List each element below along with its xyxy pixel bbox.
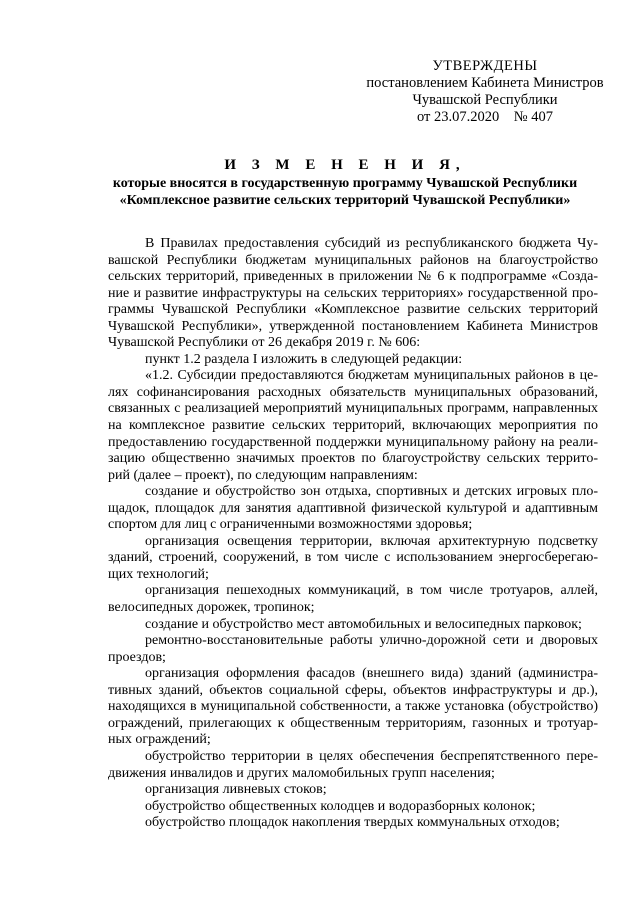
approval-authority: постановлением Кабинета Министров [366,75,604,91]
body-line: ных ограждений; [108,732,211,748]
body-line: на комплексное развитие сельских территорий, включающих мероприятия по [108,418,598,434]
approval-stamp [350,58,620,126]
body-line: тивных зданий, объектов социальной сферы, объектов инфраструктуры и др.), [108,682,598,698]
heading-title: И З М Е Н Е Н И Я, [224,157,466,173]
approval-title: УТВЕРЖДЕНЫ [432,58,538,74]
body-line: движения инвалидов и других маломобильных групп населения; [108,765,495,781]
body-line: В Правилах предоставления субсидий из республиканского бюджета Чу- [145,236,598,251]
heading-subtitle-line-2: «Комплексное развитие сельских территорий Чувашской Республики» [119,193,571,208]
body-line: вашской Республики бюджетам муниципальных районов на благоустройство [108,252,598,268]
body-line: связанных с реализацией мероприятий муниципальных программ, направленных [108,401,598,417]
body-line: обустройство общественных колодцев и водоразборных колонок; [145,798,536,814]
body-line: обустройство площадок накопления твердых коммунальных отходов; [145,815,560,831]
body-line: зацию общественно значимых проектов по благоустройству сельских террито- [108,451,598,467]
approval-date-number: от 23.07.2020 № 407 [417,109,553,125]
body-line: пункт 1.2 раздела I изложить в следующей редакции: [145,351,463,367]
body-line: обустройство территории в целях обеспечения беспрепятственного пере- [145,748,598,764]
body-line: создание и обустройство зон отдыха, спортивных и детских игровых пло- [145,484,598,500]
body-line: зданий, строений, сооружений, в том числе с использованием энергосберегаю- [108,550,598,566]
body-line: спортом для лиц с ограниченными возможностями здоровья; [108,517,473,533]
body-line: находящихся в муниципальной собственности, а также установка (обустройство) [108,699,598,715]
body-line: Чувашской Республики от 26 декабря 2019 г. № 606: [108,335,421,351]
body-line: организация ливневых стоков; [145,782,327,798]
document-heading [60,156,630,209]
document-body [108,236,598,832]
body-line: граммы Чувашской Республики «Комплексное развитие сельских территорий [108,302,598,318]
heading-subtitle-line-1: которые вносятся в государственную программу Чувашской Республики [112,176,578,191]
body-line: Чувашской Республики», утвержденной постановлением Кабинета Министров [108,318,598,334]
approval-region: Чувашской Республики [412,92,558,108]
body-line: щадок, площадок для занятия адаптивной физической культурой и адаптивным [108,500,598,516]
body-line: рий (далее – проект), по следующим направлениям: [108,467,418,483]
body-line: «1.2. Субсидии предоставляются бюджетам муниципальных районов в це- [145,368,598,384]
body-line: сельских территорий, приведенных в приложении № 6 к подпрограмме «Созда- [108,269,598,285]
body-line: велосипедных дорожек, тропинок; [108,600,315,616]
body-line: лях софинансирования расходных обязательств муниципальных образований, [108,384,598,400]
body-line: щих технологий; [108,566,209,582]
body-line: организация оформления фасадов (внешнего вида) зданий (администра- [145,666,598,682]
body-line: ограждений, прилегающих к общественным территориям, газонных и тротуар- [108,715,598,731]
body-line: создание и обустройство мест автомобильных и велосипедных парковок; [145,616,582,632]
body-line: ние и развитие инфраструктуры на сельских территориях» государственной про- [108,285,598,301]
body-line: проездов; [108,649,166,665]
body-line: организация пешеходных коммуникаций, в том числе тротуаров, аллей, [145,583,598,599]
body-line: предоставлению государственной поддержки муниципальному району на реали- [108,434,598,450]
body-line: ремонтно-восстановительные работы улично-дорожной сети и дворовых [145,633,598,649]
body-line: организация освещения территории, включая архитектурную подсветку [145,533,598,549]
